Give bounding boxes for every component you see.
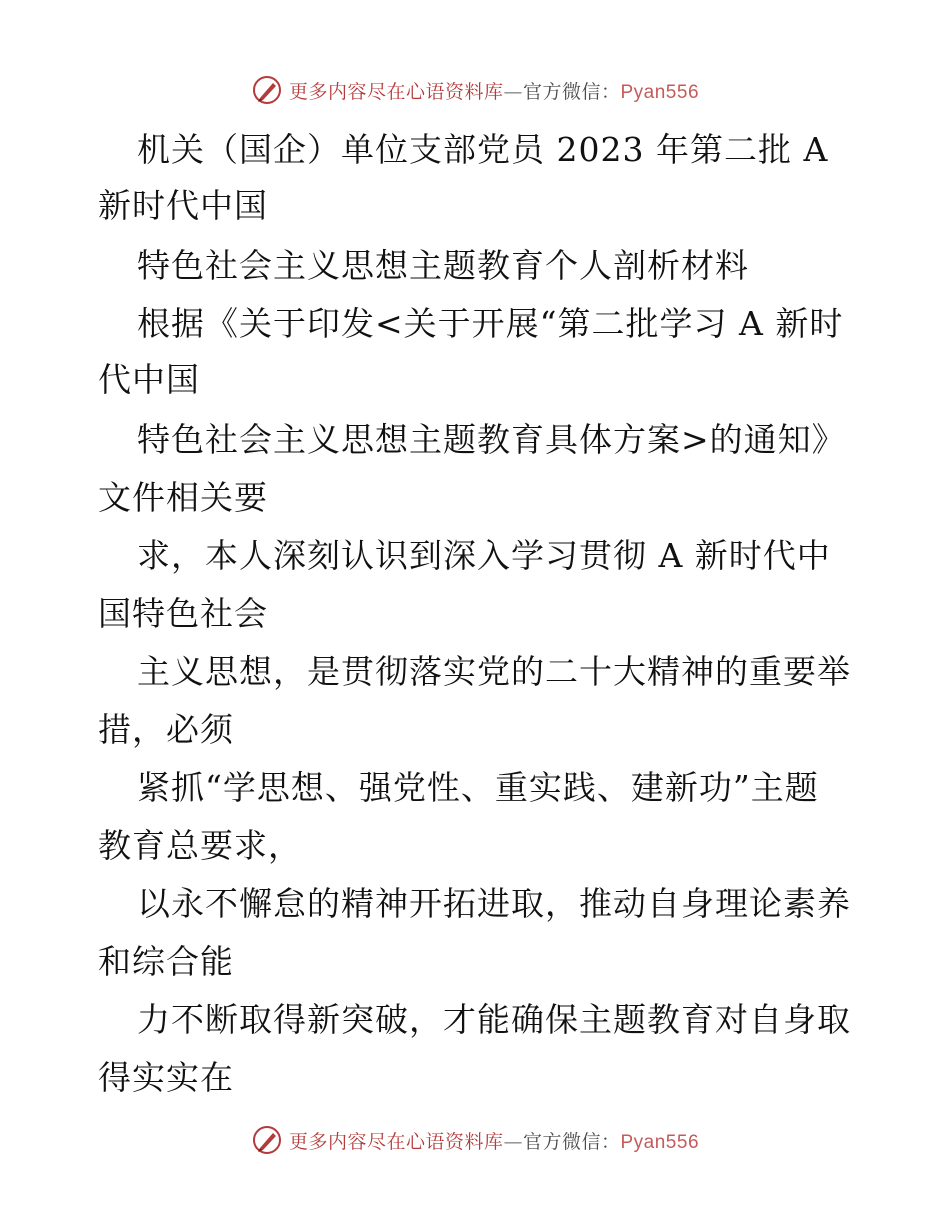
watermark-text: 更多内容尽在心语资料库—官方微信：Pyan556 [288, 80, 700, 103]
quill-pen-logo-icon [251, 74, 283, 106]
text-line: 得实实在 [98, 1058, 234, 1097]
text-line: 国特色社会 [98, 594, 268, 633]
text-line: 以永不懈怠的精神开拓进取，推动自身理论素养 [137, 884, 851, 923]
text-line: 主义思想，是贯彻落实党的二十大精神的重要举 [137, 652, 851, 691]
watermark-text: 更多内容尽在心语资料库—官方微信：Pyan556 [288, 1130, 700, 1153]
text-line: 特色社会主义思想主题教育具体方案>的通知》 [137, 420, 846, 459]
watermark-banner-bottom [0, 1120, 950, 1160]
text-line: 文件相关要 [98, 478, 268, 517]
quill-pen-logo-icon [251, 1124, 283, 1156]
text-line: 特色社会主义思想主题教育个人剖析材料 [137, 246, 749, 285]
text-line: 紧抓“学思想、强党性、重实践、建新功”主题 [137, 768, 819, 807]
text-line: 教育总要求， [98, 826, 302, 865]
text-line: 新时代中国 [98, 186, 268, 225]
text-line: 求，本人深刻认识到深入学习贯彻 A 新时代中 [137, 536, 831, 575]
text-line: 和综合能 [98, 942, 234, 981]
watermark-banner-top [0, 70, 950, 110]
text-line: 力不断取得新突破，才能确保主题教育对自身取 [137, 1000, 851, 1039]
text-line: 代中国 [98, 360, 200, 399]
text-line: 机关（国企）单位支部党员 2023 年第二批 A [137, 130, 829, 169]
text-line: 措，必须 [98, 710, 234, 749]
text-line: 根据《关于印发<关于开展“第二批学习 A 新时 [137, 304, 844, 343]
